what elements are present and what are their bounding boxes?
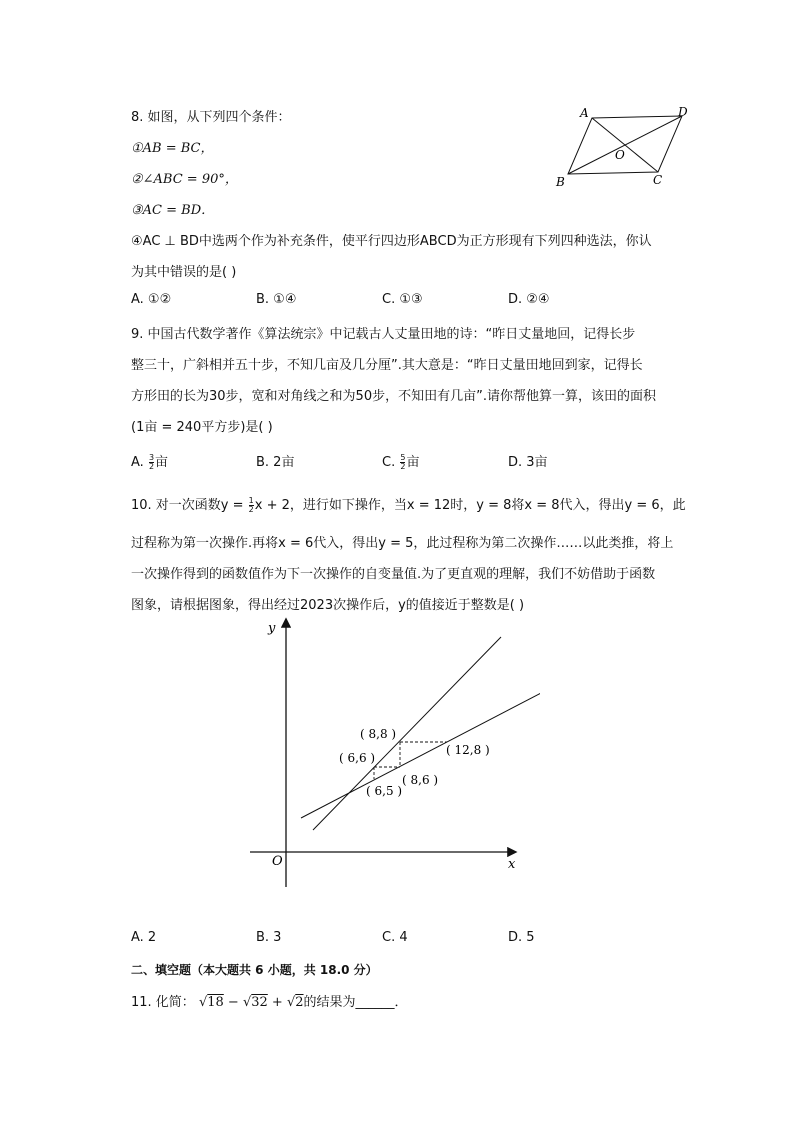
q10-line-4: 图象，请根据图象，得出经过2023次操作后，y的值接近于整数是( ) <box>131 598 525 613</box>
label-c: C <box>653 173 663 187</box>
q9-option-c-fraction <box>400 454 405 471</box>
q11-radicand-2: 2 <box>295 995 304 1010</box>
q8-option-b[interactable]: B. ①④ <box>256 292 297 307</box>
q8-condition-2: ②∠ABC = 90°， <box>131 172 238 187</box>
q9-option-b[interactable]: B. 2亩 <box>256 455 295 470</box>
q8-options <box>131 292 651 312</box>
q8-option-a[interactable]: A. ①② <box>131 292 172 307</box>
q10-option-b[interactable]: B. 3 <box>256 930 282 945</box>
label-a: A <box>580 106 589 120</box>
q9-option-c[interactable] <box>382 451 419 471</box>
q10-options <box>131 930 651 950</box>
parallelogram-figure <box>550 100 700 190</box>
q9-option-d[interactable]: D. 3亩 <box>508 455 548 470</box>
q8-condition-3: ③AC = BD． <box>131 203 215 218</box>
q11-radicand-32: 32 <box>251 995 268 1010</box>
diagonal-bd <box>568 116 682 174</box>
q10-line-3: 一次操作得到的函数值作为下一次操作的自变量值.为了更直观的理解，我们不妨借助于函数 <box>131 567 656 582</box>
q9-options <box>131 451 651 471</box>
q10-fraction <box>249 497 254 514</box>
section-heading: 二、填空题（本大题共 6 小题，共 18.0 分） <box>131 963 378 977</box>
label-point-12-8: ( 12,8 ) <box>446 743 490 757</box>
q11-radicand-18: 18 <box>207 995 224 1010</box>
q9-option-c-denominator: 2 <box>400 462 406 471</box>
q8-condition-4: ④AC ⊥ BD中选两个作为补充条件，使平行四边形ABCD为正方形现有下列四种选法，你认 <box>131 234 652 249</box>
x-axis-label: x <box>508 857 516 872</box>
label-b: B <box>556 175 565 189</box>
q9-option-a[interactable] <box>131 451 168 471</box>
q10-option-c[interactable]: C. 4 <box>382 930 408 945</box>
q9-option-c-prefix: C. <box>382 455 396 470</box>
q9-option-a-fraction <box>149 454 154 471</box>
q8-option-d[interactable]: D. ②④ <box>508 292 550 307</box>
q10-line-2: 过程称为第一次操作.再将x = 6代入，得出y = 5，此过程称为第二次操作……以此类推，将上 <box>131 536 674 551</box>
label-point-8-6: ( 8,6 ) <box>402 773 439 787</box>
q10-line-1 <box>131 494 686 514</box>
origin-label: O <box>272 854 283 869</box>
q8-prompt: 为其中错误的是( ) <box>131 265 237 280</box>
q10-line-1-end: x + 2，进行如下操作，当x = 12时，y = 8将x = 8代入，得出y = 6，此 <box>254 498 686 513</box>
q10-option-a[interactable]: A. 2 <box>131 930 157 945</box>
label-d: D <box>678 105 688 119</box>
line-y-equals-x <box>313 637 501 830</box>
q11-expression: √18 − √32 + √2 <box>198 995 304 1010</box>
q10-option-d[interactable]: D. 5 <box>508 930 535 945</box>
label-point-6-6: ( 6,6 ) <box>339 751 376 765</box>
q9-option-c-unit: 亩 <box>406 455 420 470</box>
q11-line <box>131 991 408 1010</box>
q9-line-4: (1亩 = 240平方步)是( ) <box>131 420 273 435</box>
q11-prefix: 11. 化简： <box>131 995 195 1010</box>
q9-option-a-numerator: 3 <box>148 453 155 462</box>
label-point-8-8: ( 8,8 ) <box>360 727 397 741</box>
q9-option-a-prefix: A. <box>131 455 144 470</box>
q10-fraction-denominator: 2 <box>248 505 254 514</box>
line-function <box>301 692 540 818</box>
label-o: O <box>615 148 625 162</box>
q9-line-2: 整三十，广斜相并五十步，不知几亩及几分厘”.其大意是：“昨日丈量田地回到家，记得长 <box>131 358 643 373</box>
q10-fraction-numerator: 1 <box>248 496 254 505</box>
q8-condition-1: ①AB = BC， <box>131 141 214 156</box>
q9-option-c-numerator: 5 <box>400 453 406 462</box>
q9-option-a-denominator: 2 <box>148 462 155 471</box>
function-graph <box>240 610 540 900</box>
q9-line-3: 方形田的长为30步，宽和对角线之和为50步，不知田有几亩”.请你帮他算一算，该田的面积 <box>131 389 656 404</box>
q9-line-1: 9. 中国古代数学著作《算法统宗》中记载古人丈量田地的诗：“昨日丈量地回，记得长步 <box>131 327 636 342</box>
q11-suffix: 的结果为______． <box>303 995 408 1010</box>
q8-stem: 8. 如图，从下列四个条件： <box>131 110 291 125</box>
q9-option-a-unit: 亩 <box>155 455 169 470</box>
q8-option-c[interactable]: C. ①③ <box>382 292 423 307</box>
label-point-6-5: ( 6,5 ) <box>366 784 403 798</box>
q10-line-1-start: 10. 对一次函数y = <box>131 498 244 513</box>
y-axis-label: y <box>268 621 276 636</box>
